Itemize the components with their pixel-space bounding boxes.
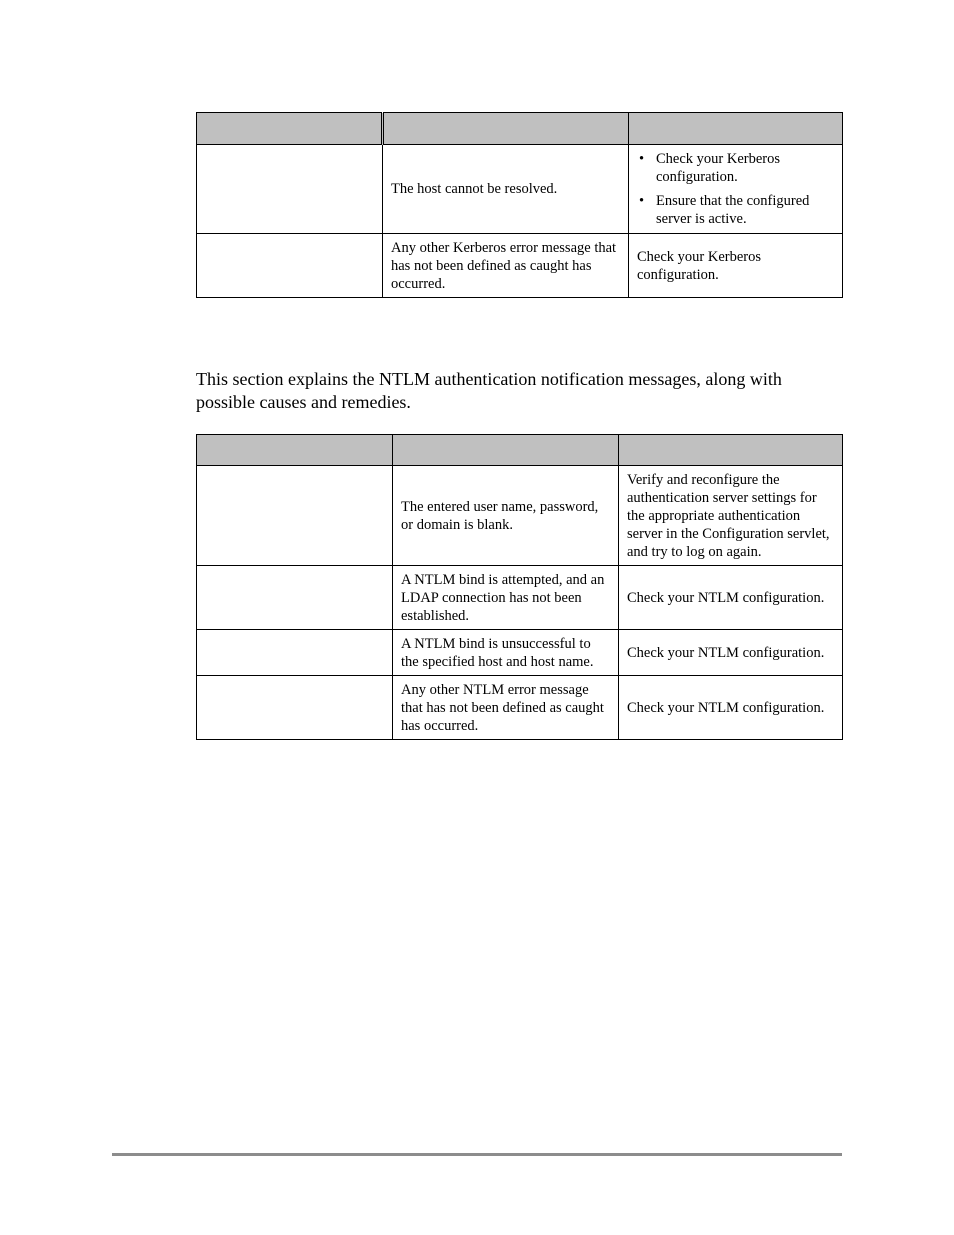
remedy-cell: Check your NTLM configuration.	[619, 630, 843, 676]
remedy-list	[637, 150, 834, 228]
remedy-cell	[629, 145, 843, 234]
cause-cell: A NTLM bind is unsuccessful to the specified host and host name.	[393, 630, 619, 676]
message-cell	[197, 234, 383, 298]
list-item: • Check your Kerberos configuration.	[656, 150, 834, 186]
table-row	[197, 676, 843, 740]
remedy-cell: Check your NTLM configuration.	[619, 566, 843, 630]
cause-cell: Any other Kerberos error message that has not been defined as caught has occurred.	[383, 234, 629, 298]
column-header-message	[197, 113, 383, 145]
column-header-remedy	[619, 435, 843, 466]
footer-divider	[112, 1153, 842, 1156]
column-header-message	[197, 435, 393, 466]
message-cell	[197, 145, 383, 234]
ntlm-section-intro: This section explains the NTLM authentication notification messages, along with possible causes and remedies.	[196, 369, 782, 412]
cause-cell: Any other NTLM error message that has not been defined as caught has occurred.	[393, 676, 619, 740]
message-cell	[197, 566, 393, 630]
message-cell	[197, 466, 393, 566]
table-row	[197, 466, 843, 566]
message-cell	[197, 676, 393, 740]
table-header-row	[197, 113, 843, 145]
list-item: • Ensure that the configured server is active.	[656, 192, 834, 228]
column-header-remedy	[629, 113, 843, 145]
kerberos-messages-table	[196, 112, 843, 298]
table-row	[197, 566, 843, 630]
cause-cell: The entered user name, password, or domain is blank.	[393, 466, 619, 566]
table-row	[197, 145, 843, 234]
table-header-row	[197, 435, 843, 466]
remedy-cell: Verify and reconfigure the authentication server settings for the appropriate authentication server in the Configuration servlet, and try to log on again.	[619, 466, 843, 566]
remedy-cell: Check your Kerberos configuration.	[629, 234, 843, 298]
cause-cell: The host cannot be resolved.	[383, 145, 629, 234]
ntlm-messages-table	[196, 434, 843, 740]
remedy-cell: Check your NTLM configuration.	[619, 676, 843, 740]
table-row	[197, 630, 843, 676]
cause-cell: A NTLM bind is attempted, and an LDAP connection has not been established.	[393, 566, 619, 630]
message-cell	[197, 630, 393, 676]
column-header-cause	[383, 113, 629, 145]
column-header-cause	[393, 435, 619, 466]
table-row	[197, 234, 843, 298]
